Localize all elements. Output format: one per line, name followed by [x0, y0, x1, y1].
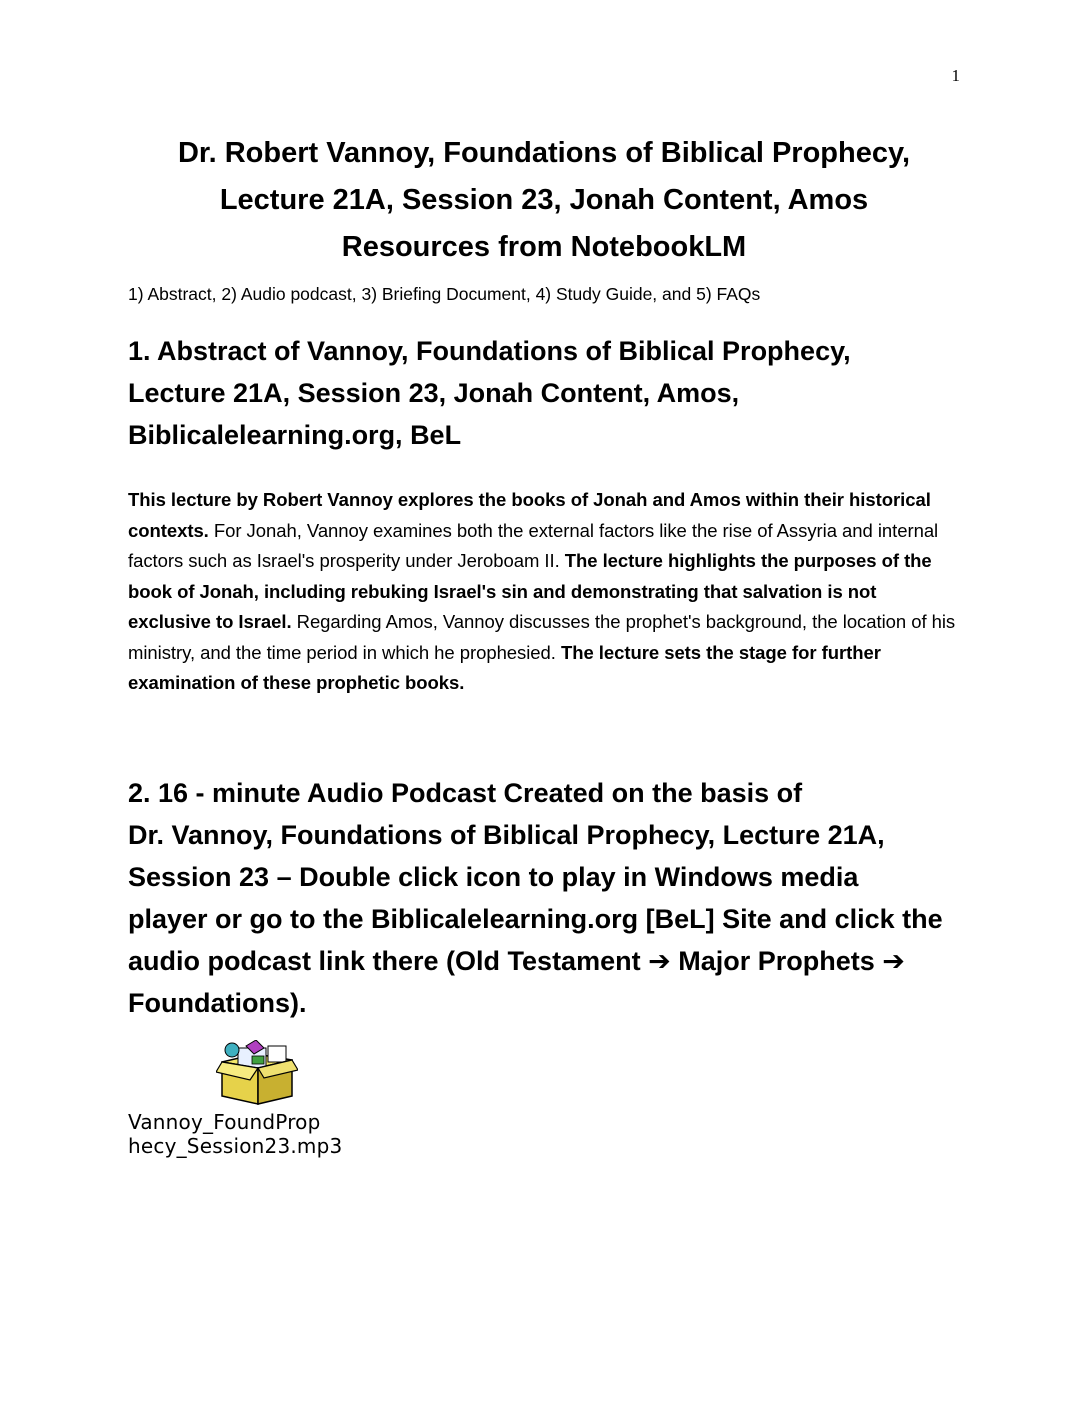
audio-file-attachment[interactable] — [128, 1040, 398, 1158]
abstract-text-2: Regarding Amos, Vannoy discusses the prophet's background, the location of his ministry, and the time period in which he prophesied. — [128, 611, 956, 663]
abstract-bold-2: The lecture highlights the purposes of the book of Jonah, including rebuking Israel's sin and demonstrating that salvation is not exclusive to Israel. — [128, 550, 932, 632]
audio-file-name[interactable] — [128, 1110, 398, 1158]
abstract-heading-line-1: 1. Abstract of Vannoy, Foundations of Biblical Prophecy, — [128, 336, 851, 366]
file-name-line-1: Vannoy_FoundProp — [128, 1110, 321, 1134]
abstract-heading-line-2: Lecture 21A, Session 23, Jonah Content, Amos, — [128, 378, 740, 408]
abstract-paragraph — [128, 485, 958, 699]
podcast-heading-line-5: audio podcast link there (Old Testament ➔ Major Prophets ➔ — [128, 946, 905, 976]
page-number: 1 — [951, 66, 960, 85]
abstract-heading-line-3: Biblicalelearning.org, BeL — [128, 420, 462, 450]
podcast-heading-line-6: Foundations). — [128, 988, 307, 1018]
title-line-2: Lecture 21A, Session 23, Jonah Content, Amos — [219, 184, 869, 216]
podcast-heading-line-4: player or go to the Biblicalelearning.org [BeL] Site and click the — [128, 904, 943, 934]
abstract-bold-3: The lecture sets the stage for further examination of these prophetic books. — [128, 641, 881, 693]
abstract-bold-1: This lecture by Robert Vannoy explores the books of Jonah and Amos within their historical contexts. — [128, 489, 931, 541]
contents-list: 1) Abstract, 2) Audio podcast, 3) Briefing Document, 4) Study Guide, and 5) FAQs — [128, 284, 761, 304]
podcast-heading-line-3: Session 23 – Double click icon to play in Windows media — [128, 862, 859, 892]
abstract-heading — [128, 330, 968, 456]
podcast-heading — [128, 772, 968, 1024]
title-line-1: Dr. Robert Vannoy, Foundations of Biblical Prophecy, — [177, 137, 911, 169]
document-title — [128, 130, 960, 271]
title-line-3: Resources from NotebookLM — [341, 231, 747, 263]
package-icon[interactable] — [216, 1040, 298, 1106]
abstract-text-1: For Jonah, Vannoy examines both the external factors like the rise of Assyria and internal factors such as Israel's prosperity under Jeroboam II. — [128, 519, 939, 571]
file-name-line-2: hecy_Session23.mp3 — [128, 1134, 343, 1158]
podcast-heading-line-1: 2. 16 - minute Audio Podcast Created on the basis of — [128, 778, 803, 808]
podcast-heading-line-2: Dr. Vannoy, Foundations of Biblical Prophecy, Lecture 21A, — [128, 820, 885, 850]
